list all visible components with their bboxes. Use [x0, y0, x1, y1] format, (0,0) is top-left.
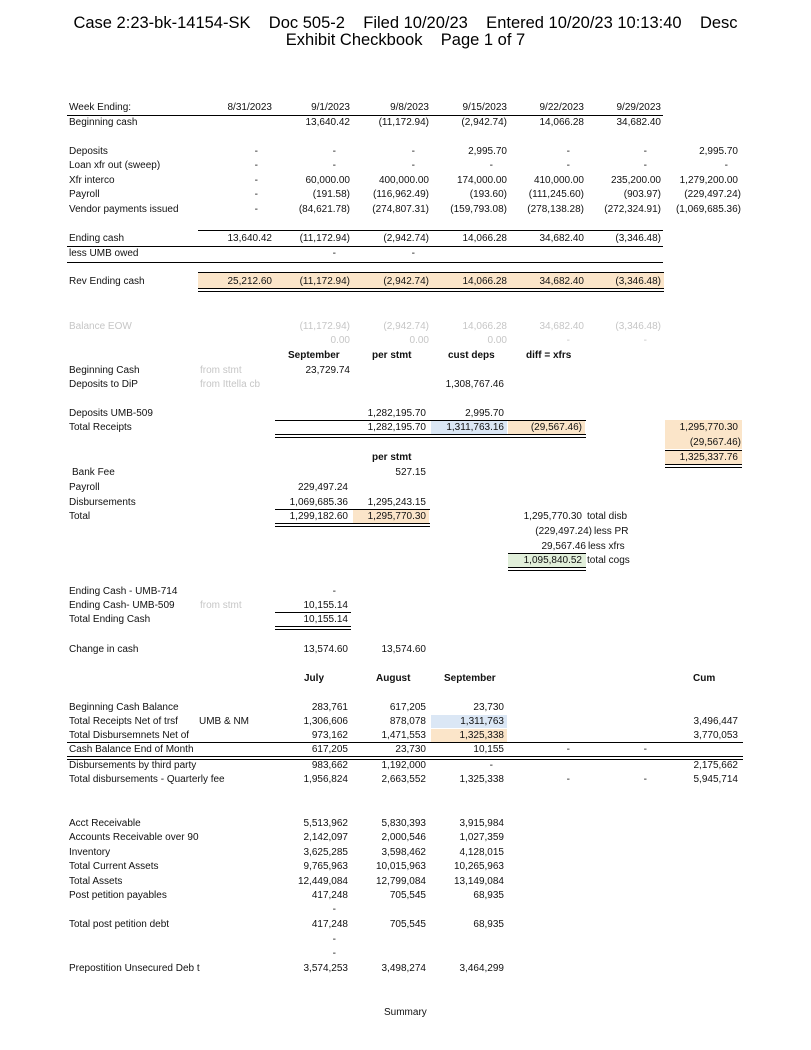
col-header: August [376, 673, 411, 684]
cell: 25,212.60 [227, 276, 272, 287]
cell: - [254, 204, 258, 215]
row-label: Acct Receivable [69, 818, 141, 829]
row-label: Payroll [69, 189, 100, 200]
col-header: September [288, 350, 340, 361]
ending-umb-rule [275, 612, 351, 613]
doc-header-line1: Case 2:23-bk-14154-SK Doc 505-2 Filed 10/20/23 Entered 10/20/23 10:13:40 Desc [73, 14, 738, 32]
cell: - [254, 146, 258, 157]
cell: 1,299,182.60 [289, 511, 348, 522]
row-label: Ending Cash - UMB-714 [69, 586, 178, 597]
cell: 0.00 [330, 335, 350, 346]
row-label: Beginning Cash [69, 365, 140, 376]
cell: - [254, 160, 258, 171]
cell: 617,205 [311, 744, 348, 755]
cell: (3,346.48) [615, 321, 661, 332]
cell: 34,682.40 [539, 321, 584, 332]
col-header: September [444, 673, 496, 684]
doc-header-line2: Exhibit Checkbook Page 1 of 7 [285, 31, 526, 49]
receipts-top-rule [275, 420, 586, 421]
header-rule [67, 115, 663, 116]
cell: 60,000.00 [305, 175, 350, 186]
source-note: from Ittella cb [200, 379, 261, 390]
cell: 12,799,084 [375, 876, 426, 887]
row-label: Post petition payables [69, 890, 167, 901]
row-label: Accounts Receivable over 90 [69, 832, 199, 843]
cell: (11,172.94) [299, 321, 350, 332]
row-label: Rev Ending cash [69, 276, 145, 287]
cell: (903.97) [623, 189, 661, 200]
cell: 983,662 [311, 760, 348, 771]
cell: 0.00 [487, 335, 507, 346]
ending-rule [198, 230, 663, 231]
rev-double-rule [198, 288, 664, 292]
cell: 417,248 [311, 919, 348, 930]
cell: 705,545 [389, 890, 426, 901]
cell: 4,128,015 [459, 847, 504, 858]
row-label: Cash Balance End of Month [69, 744, 194, 755]
cell: 3,498,274 [381, 963, 426, 974]
cell: 13,574.60 [303, 644, 348, 655]
cell: 400,000.00 [378, 175, 429, 186]
row-label: Deposits to DiP [69, 379, 138, 390]
cell: 23,730 [395, 744, 426, 755]
cell: 973,162 [311, 730, 348, 741]
total-cell: 2,995.70 [699, 146, 738, 157]
row-note: UMB & NM [199, 716, 249, 727]
cell: - [566, 146, 570, 157]
cum-cell: 2,175,662 [693, 760, 738, 771]
cell: 1,471,553 [381, 730, 426, 741]
cell: 10,155.14 [303, 614, 348, 625]
cell: 1,069,685.36 [289, 497, 348, 508]
cell: 417,248 [311, 890, 348, 901]
cell: - [254, 189, 258, 200]
cell: 0.00 [409, 335, 429, 346]
cell: 3,625,285 [303, 847, 348, 858]
col-header: per stmt [372, 452, 412, 463]
cogs-value: 1,095,840.52 [523, 555, 582, 566]
cell: - [566, 744, 570, 755]
less-umb-rule [67, 262, 663, 263]
cell: 229,497.24 [297, 482, 348, 493]
cell: 3,464,299 [459, 963, 504, 974]
cell: 235,200.00 [610, 175, 661, 186]
footer-label: Summary [384, 1007, 427, 1018]
cell: (2,942.74) [461, 117, 507, 128]
cell: (274,807.31) [372, 204, 429, 215]
col-header: cust deps [448, 350, 495, 361]
cell: 1,311,763 [460, 716, 504, 727]
cell: (193.60) [469, 189, 507, 200]
cell: (278,138.28) [527, 204, 584, 215]
col-header: per stmt [372, 350, 412, 361]
cell: (116,962.49) [373, 189, 429, 200]
cell: 527.15 [395, 467, 426, 478]
cell: (2,942.74) [383, 233, 429, 244]
total-cell: (1,069,685.36) [675, 204, 741, 215]
cell: 34,682.40 [616, 117, 661, 128]
row-label: Deposits [69, 146, 108, 157]
cell: (11,172.94) [378, 117, 429, 128]
cell: 1,282,195.70 [367, 422, 426, 433]
cell: 1,295,770.30 [367, 511, 426, 522]
cell: - [566, 335, 570, 346]
row-label: less UMB owed [69, 248, 139, 259]
total-cell: - [724, 160, 728, 171]
rev-top-rule [198, 272, 664, 273]
cell: 2,995.70 [468, 146, 507, 157]
cogs-label: total cogs [587, 555, 630, 566]
cell: - [332, 248, 336, 259]
cell: 2,142,097 [303, 832, 348, 843]
cell: 3,598,462 [381, 847, 426, 858]
cogs-label: total disb [587, 511, 628, 522]
ending-umb-double-rule [275, 626, 351, 630]
cell: 14,066.28 [539, 117, 584, 128]
col-header: Cum [693, 673, 716, 684]
row-label: Xfr interco [69, 175, 115, 186]
month-rule [67, 742, 743, 743]
cell: - [332, 146, 336, 157]
cell: (272,324.91) [604, 204, 661, 215]
cell: 9,765,963 [303, 861, 348, 872]
row-label: Total Current Assets [69, 861, 159, 872]
total-double-rule [275, 523, 430, 527]
cell: (2,942.74) [383, 321, 429, 332]
cell: - [411, 146, 415, 157]
cell: - [254, 175, 258, 186]
cell: 3,574,253 [303, 963, 348, 974]
cum-cell: 3,770,053 [693, 730, 738, 741]
cell: - [332, 160, 336, 171]
cell: (3,346.48) [615, 233, 661, 244]
row-label: Inventory [69, 847, 111, 858]
row-label: Total Receipts Net of trsf [69, 716, 178, 727]
cell: 1,325,338 [459, 774, 504, 785]
cell: 1,282,195.70 [367, 408, 426, 419]
cell: 10,155 [473, 744, 504, 755]
week-date: 8/31/2023 [227, 102, 272, 113]
week-date: 9/15/2023 [462, 102, 507, 113]
cell: 617,205 [389, 702, 426, 713]
total-cell: (229,497.24) [684, 189, 741, 200]
cell: - [411, 160, 415, 171]
cell: 5,513,962 [303, 818, 348, 829]
cell: 23,730 [473, 702, 504, 713]
cell: - [332, 586, 336, 597]
cogs-label: less xfrs [588, 541, 625, 552]
cell: 1,027,359 [459, 832, 504, 843]
row-label: Bank Fee [72, 467, 115, 478]
cell: 1,192,000 [381, 760, 426, 771]
cell: (2,942.74) [383, 276, 429, 287]
cogs-value: 29,567.46 [541, 541, 586, 552]
cell: 1,306,606 [303, 716, 348, 727]
cell: 1,311,763.16 [446, 422, 504, 433]
cell: - [566, 774, 570, 785]
row-label: Balance EOW [69, 321, 132, 332]
cell: 14,066.28 [462, 276, 507, 287]
cell: (84,621.78) [298, 204, 350, 215]
side-value: (29,567.46) [689, 437, 741, 448]
row-label: Deposits UMB-509 [69, 408, 153, 419]
ending-bottom-rule [67, 246, 663, 247]
cell: (11,172.94) [299, 233, 350, 244]
cogs-value: 1,295,770.30 [523, 511, 582, 522]
cell: 2,000,546 [381, 832, 426, 843]
row-label: Beginning cash [69, 117, 138, 128]
cell: (159,793.08) [450, 204, 507, 215]
cell: 1,308,767.46 [445, 379, 504, 390]
row-label: Total disbursements - Quarterly fee [69, 774, 225, 785]
cell: - [643, 335, 647, 346]
cell: 10,265,963 [453, 861, 504, 872]
cell: 1,295,243.15 [367, 497, 426, 508]
side-value: 1,295,770.30 [679, 422, 738, 433]
cell: 878,078 [389, 716, 426, 727]
cell: 34,682.40 [539, 233, 584, 244]
cell: 13,640.42 [227, 233, 272, 244]
col-header: diff = xfrs [526, 350, 572, 361]
dash-cell: - [332, 904, 336, 915]
cell: 13,640.42 [305, 117, 350, 128]
row-label: Disbursements [69, 497, 136, 508]
cell: 10,015,963 [375, 861, 426, 872]
cell: - [643, 160, 647, 171]
row-label: Change in cash [69, 644, 139, 655]
dash-cell: - [332, 948, 336, 959]
cell: 23,729.74 [305, 365, 350, 376]
row-label: Prepostition Unsecured Deb t [69, 963, 200, 974]
cell: 1,325,338 [459, 730, 504, 741]
cell: 68,935 [473, 919, 504, 930]
week-date: 9/22/2023 [539, 102, 584, 113]
cell: 2,995.70 [465, 408, 504, 419]
cell: - [566, 160, 570, 171]
cell: 3,915,984 [459, 818, 504, 829]
row-label: Total Assets [69, 876, 123, 887]
cell: (11,172.94) [299, 276, 350, 287]
week-ending-label: Week Ending: [69, 102, 132, 113]
cell: 14,066.28 [462, 233, 507, 244]
cogs-value: (229,497.24) [535, 526, 592, 537]
cell: 410,000.00 [533, 175, 584, 186]
cell: (191.58) [312, 189, 350, 200]
cum-cell: 5,945,714 [693, 774, 738, 785]
week-date: 9/1/2023 [311, 102, 350, 113]
cell: (29,567.46) [530, 422, 582, 433]
cell: - [643, 146, 647, 157]
row-label: Beginning Cash Balance [69, 702, 179, 713]
row-label: Total Disbursemnets Net of [69, 730, 190, 741]
row-label: Total post petition debt [69, 919, 170, 930]
cell: 283,761 [311, 702, 348, 713]
col-header: July [304, 673, 325, 684]
cell: (3,346.48) [615, 276, 661, 287]
row-label: Loan xfr out (sweep) [69, 160, 161, 171]
side-double-rule [665, 464, 742, 468]
cell: 5,830,393 [381, 818, 426, 829]
side-value: 1,325,337.76 [679, 452, 738, 463]
cogs-double-rule [508, 567, 586, 571]
row-label: Total [69, 511, 91, 522]
cell: 68,935 [473, 890, 504, 901]
cell: - [643, 774, 647, 785]
cell: 705,545 [389, 919, 426, 930]
cell: 13,574.60 [381, 644, 426, 655]
row-label: Total Receipts [69, 422, 132, 433]
cell: 34,682.40 [539, 276, 584, 287]
cell: 12,449,084 [297, 876, 348, 887]
cell: - [489, 760, 493, 771]
row-label: Total Ending Cash [69, 614, 151, 625]
row-label: Payroll [69, 482, 100, 493]
cell: 1,956,824 [303, 774, 348, 785]
dash-cell: - [332, 934, 336, 945]
cogs-label: less PR [594, 526, 629, 537]
week-date: 9/8/2023 [390, 102, 429, 113]
row-label: Disbursements by third party [69, 760, 197, 771]
cell: - [643, 744, 647, 755]
total-cell: 1,279,200.00 [679, 175, 738, 186]
row-label: Ending Cash- UMB-509 [69, 600, 175, 611]
cell: 2,663,552 [381, 774, 426, 785]
cum-cell: 3,496,447 [693, 716, 738, 727]
cell: 13,149,084 [453, 876, 504, 887]
cell: 14,066.28 [462, 321, 507, 332]
cell: (111,245.60) [528, 189, 584, 200]
cell: 10,155.14 [303, 600, 348, 611]
source-note: from stmt [200, 600, 242, 611]
cell: 174,000.00 [456, 175, 507, 186]
cell: - [411, 248, 415, 259]
receipts-double-rule [275, 434, 586, 438]
row-label: Vendor payments issued [69, 204, 179, 215]
source-note: from stmt [200, 365, 242, 376]
cell: - [489, 160, 493, 171]
week-date: 9/29/2023 [616, 102, 661, 113]
row-label: Ending cash [69, 233, 125, 244]
